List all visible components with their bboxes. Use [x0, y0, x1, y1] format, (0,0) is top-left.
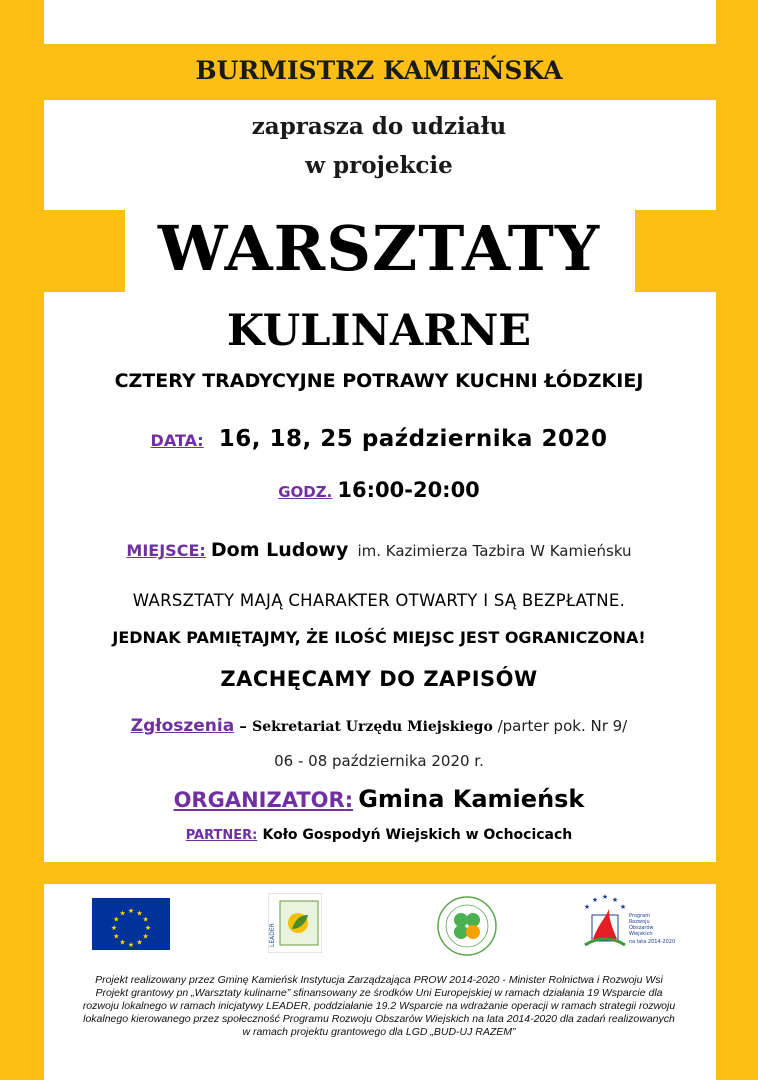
svg-text:★: ★ — [136, 938, 143, 947]
svg-text:★: ★ — [113, 915, 120, 924]
partner-label: PARTNER: — [185, 828, 258, 843]
footer-line-4: lokalnego kierowanego przez społeczność Programu Rozwoju Obszarów Wiejskich na lata 2014-2020 dla zadań realizowanych — [83, 1013, 675, 1025]
lgd-clover-logo — [436, 895, 498, 957]
svg-text:★: ★ — [591, 896, 599, 904]
place-detail: im. Kazimierza Tazbira W Kamieńsku — [357, 542, 632, 560]
date-row — [0, 426, 758, 452]
svg-text:★: ★ — [611, 896, 619, 904]
organizer-label: ORGANIZATOR — [173, 788, 345, 812]
partner-row — [0, 824, 758, 843]
organizer-title: BURMISTRZ KAMIEŃSKA — [195, 56, 563, 85]
prow-line-4: Wiejskich — [629, 931, 653, 937]
organizer-row — [0, 785, 758, 813]
prow-line-3: Obszarów — [629, 925, 654, 931]
svg-text:★: ★ — [142, 932, 149, 941]
organizer-colon: : — [344, 788, 354, 812]
svg-text:★: ★ — [583, 903, 591, 911]
info-line-1: WARSZTATY MAJĄ CHARAKTER OTWARTY I SĄ BEZPŁATNE. — [132, 591, 626, 610]
time-value: 16:00-20:00 — [337, 478, 480, 502]
prow-line-5: na lata 2014-2020 — [629, 939, 676, 945]
place-name: Dom Ludowy — [210, 539, 349, 561]
organizer-name: Gmina Kamieńsk — [358, 785, 585, 813]
svg-text:★: ★ — [142, 915, 149, 924]
time-label: GODZ. — [278, 483, 333, 501]
svg-text:★: ★ — [110, 924, 118, 932]
svg-text:★: ★ — [144, 924, 152, 932]
leader-text: LEADER — [269, 923, 276, 947]
top-panel — [44, 0, 716, 44]
place-label: MIEJSCE: — [126, 541, 206, 560]
footer-disclaimer — [50, 974, 708, 1039]
date-value: 16, 18, 25 października 2020 — [218, 426, 608, 452]
svg-text:★: ★ — [619, 903, 627, 911]
registration-place: Sekretariat Urzędu Miejskiego — [252, 719, 493, 735]
registration-dash: – — [234, 717, 253, 735]
registration-dates: 06 - 08 października 2020 r. — [274, 752, 484, 770]
svg-text:★: ★ — [127, 907, 135, 915]
footer-line-3: rozwoju lokalnego w ramach inicjatywy LEADER, poddziałanie 19.2 Wsparcie na wdrażanie operacji w ramach strategii rozwoju — [82, 1000, 676, 1012]
event-title: WARSZTATY — [157, 212, 601, 285]
svg-text:★: ★ — [136, 909, 143, 918]
date-label: DATA: — [150, 431, 204, 450]
call-to-action: ZACHĘCAMY DO ZAPISÓW — [220, 667, 538, 691]
svg-text:★: ★ — [601, 893, 609, 901]
registration-room: /parter pok. Nr 9/ — [492, 717, 628, 735]
invite-line-1: zaprasza do udziału — [251, 113, 507, 140]
registration-row — [0, 716, 758, 736]
footer-line-5: w ramach projektu grantowego dla LGD „BUD-UJ RAZEM” — [242, 1026, 516, 1038]
prow-line-2: Rozwoju — [629, 919, 650, 925]
leader-logo — [268, 893, 322, 953]
svg-text:★: ★ — [113, 932, 120, 941]
svg-text:★: ★ — [127, 941, 135, 949]
invite-line-2: w projekcie — [305, 152, 453, 179]
prow-line-1: Program — [629, 913, 651, 919]
time-row — [0, 478, 758, 502]
partner-name: Koło Gospodyń Wiejskich w Ochocicach — [262, 827, 573, 843]
registration-label: Zgłoszenia — [130, 716, 235, 736]
info-line-2: JEDNAK PAMIĘTAJMY, ŻE ILOŚĆ MIEJSC JEST OGRANICZONA! — [112, 628, 646, 647]
footer-line-2: Projekt grantowy pn „Warsztaty kulinarne” sfinansowany ze środków Uni Europejskiej w ramach działania 19 Wsparcie dla — [95, 987, 663, 999]
footer-line-1: Projekt realizowany przez Gminę Kamieńsk Instytucja Zarządzająca PROW 2014-2020 - Minister Rolnictwa i Rozwoju Wsi — [95, 974, 663, 986]
svg-text:★: ★ — [119, 909, 126, 918]
prow-logo — [579, 893, 679, 953]
place-row — [0, 539, 758, 561]
event-subtitle: CZTERY TRADYCYJNE POTRAWY KUCHNI ŁÓDZKIEJ — [114, 370, 644, 392]
eu-flag-icon — [92, 898, 170, 950]
svg-text:★: ★ — [119, 938, 126, 947]
event-subtitle-heading: KULINARNE — [226, 306, 532, 356]
